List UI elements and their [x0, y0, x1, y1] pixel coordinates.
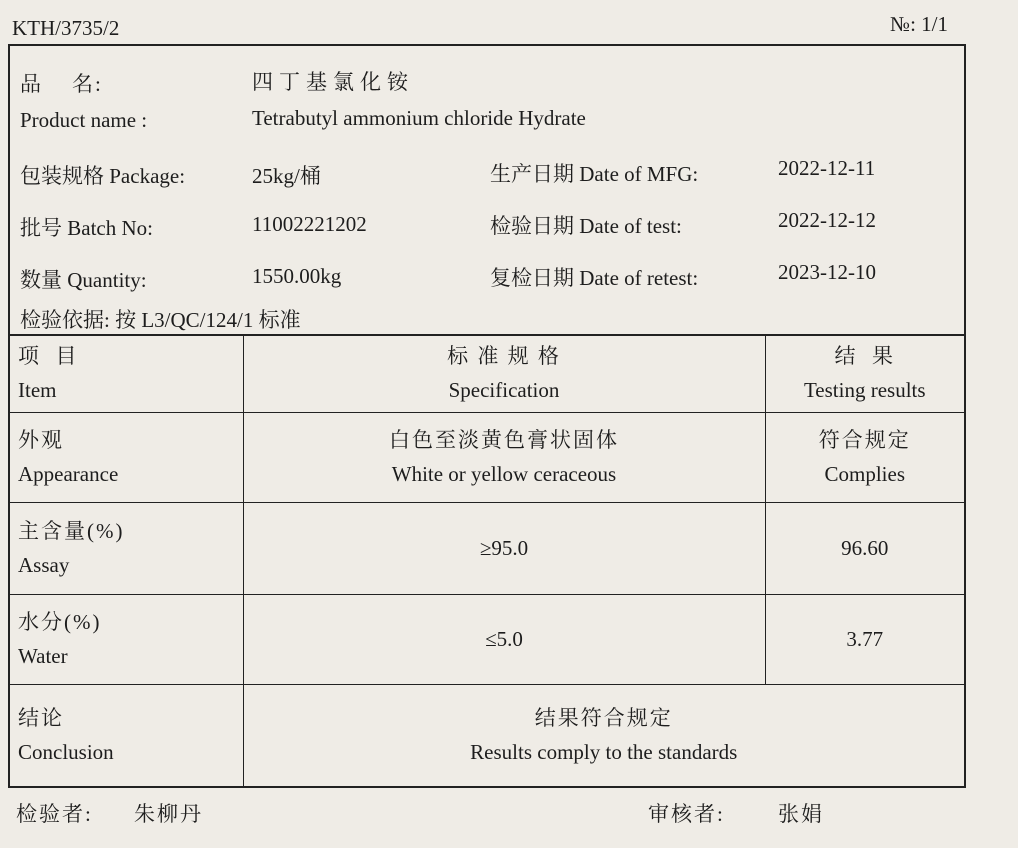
product-info-section	[10, 46, 964, 336]
result-header-zh: 结 果	[834, 343, 895, 368]
conclusion-row	[10, 684, 964, 786]
spec-zh: 白色至淡黄色膏状固体	[389, 428, 619, 452]
quantity-value: 1550.00kg	[252, 264, 342, 288]
conclusion-label-zh: 结论	[18, 706, 64, 731]
table-header-row	[10, 334, 964, 412]
result-header	[765, 334, 964, 412]
item-header	[10, 334, 243, 412]
package-label: 包装规格 Package:	[20, 164, 186, 188]
conclusion-label-en: Conclusion	[18, 740, 114, 765]
conclusion-text-cell	[243, 684, 964, 786]
page-number: №: 1/1	[890, 12, 948, 36]
item-header-en: Item	[18, 377, 57, 402]
package-value: 25kg/桶	[252, 164, 321, 188]
inspector-label: 检验者:	[16, 802, 93, 826]
batch-label: 批号 Batch No:	[20, 216, 153, 240]
spec-cell: ≥95.0	[243, 502, 765, 594]
result-cell: 96.60	[765, 502, 964, 594]
item-en: Appearance	[18, 462, 119, 486]
spec-cell	[243, 412, 765, 502]
conclusion-label-cell	[10, 684, 243, 786]
item-cell	[10, 412, 243, 502]
table-row	[10, 412, 964, 502]
quantity-label: 数量 Quantity:	[20, 268, 147, 292]
reviewer-label: 审核者:	[648, 802, 725, 826]
inspector-name: 朱柳丹	[134, 802, 203, 826]
product-name-zh: 四丁基氯化铵	[252, 70, 414, 94]
reviewer-name: 张娟	[778, 802, 824, 826]
product-name-en-label: Product name :	[20, 108, 148, 132]
spec-en: White or yellow ceraceous	[391, 462, 617, 486]
result-en: Complies	[824, 462, 905, 486]
result-cell	[765, 412, 964, 502]
test-date-label: 检验日期 Date of test:	[490, 214, 682, 238]
product-name-zh-label: 品 名:	[20, 72, 103, 96]
spec-header	[243, 334, 765, 412]
conclusion-text-en: Results comply to the standards	[470, 740, 738, 765]
item-header-zh: 项 目	[18, 343, 79, 368]
item-cell	[10, 502, 243, 594]
test-date-value: 2022-12-12	[778, 208, 876, 232]
certificate-frame	[8, 44, 966, 788]
item-en: Assay	[18, 553, 70, 577]
table-row	[10, 594, 964, 684]
item-zh: 外观	[18, 428, 64, 452]
spec-cell: ≤5.0	[243, 594, 765, 684]
mfg-date-value: 2022-12-11	[778, 156, 876, 180]
item-en: Water	[18, 644, 68, 668]
spec-header-zh: 标 准 规 格	[447, 343, 561, 368]
spec-header-en: Specification	[448, 377, 560, 402]
item-zh: 主含量(%)	[18, 519, 125, 543]
specification-table	[10, 334, 964, 786]
result-cell: 3.77	[765, 594, 964, 684]
conclusion-text-zh: 结果符合规定	[534, 706, 673, 731]
document-code: KTH/3735/2	[12, 16, 120, 40]
inspection-basis: 检验依据: 按 L3/QC/124/1 标准	[20, 308, 301, 332]
result-header-en: Testing results	[803, 377, 926, 402]
item-cell	[10, 594, 243, 684]
retest-date-label: 复检日期 Date of retest:	[490, 266, 699, 290]
product-name-en: Tetrabutyl ammonium chloride Hydrate	[252, 106, 586, 130]
item-zh: 水分(%)	[18, 610, 102, 634]
batch-value: 11002221202	[252, 212, 367, 236]
result-zh: 符合规定	[818, 428, 911, 452]
table-row	[10, 502, 964, 594]
mfg-date-label: 生产日期 Date of MFG:	[490, 162, 699, 186]
retest-date-value: 2023-12-10	[778, 260, 876, 284]
